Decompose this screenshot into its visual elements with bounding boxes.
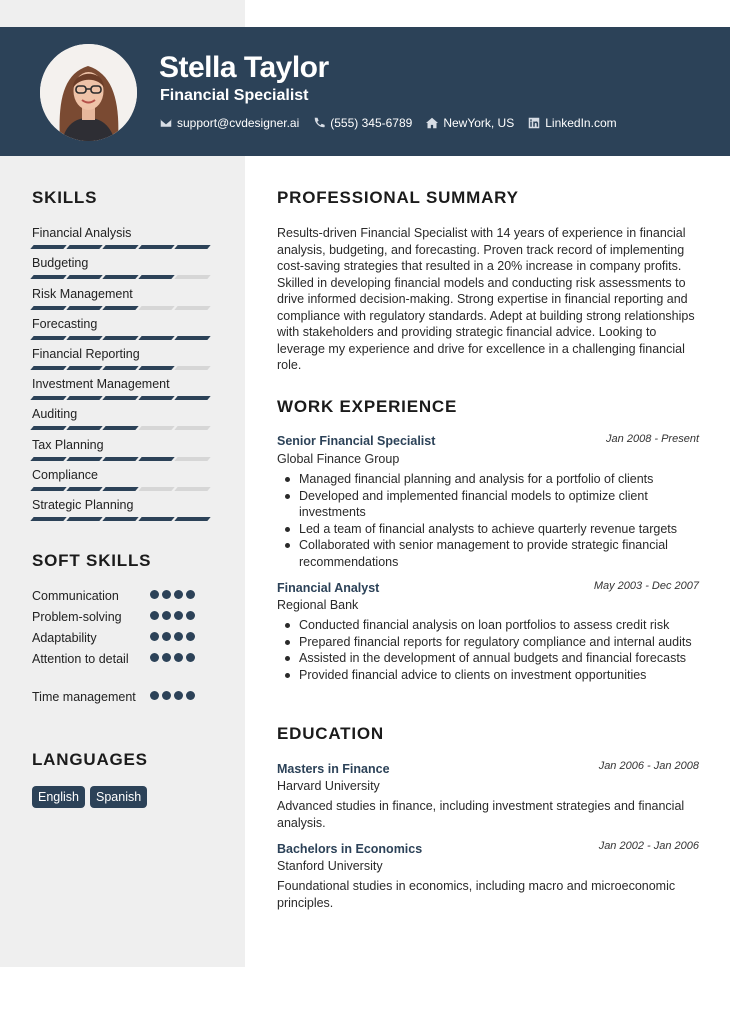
soft-skill-rating xyxy=(150,691,195,700)
skill-name: Investment Management xyxy=(32,377,170,391)
degree-title: Masters in Finance xyxy=(277,762,390,776)
soft-skill-name: Attention to detail xyxy=(32,652,129,666)
list-item: Developed and implemented financial models to optimize client investments xyxy=(299,488,704,521)
language-badge: English xyxy=(32,786,85,808)
soft-skill-name: Time management xyxy=(32,690,136,704)
list-item: Provided financial advice to clients on investment opportunities xyxy=(299,667,704,684)
contact-linkedin-text: LinkedIn.com xyxy=(545,116,617,130)
contact-location xyxy=(426,116,514,130)
skill-level-bar xyxy=(32,306,217,310)
skill-name: Forecasting xyxy=(32,317,98,331)
skill-level-bar xyxy=(32,275,217,279)
skill-item xyxy=(32,347,217,370)
list-item: Prepared financial reports for regulatory compliance and internal audits xyxy=(299,634,704,651)
skill-level-bar xyxy=(32,426,217,430)
soft-skill-rating xyxy=(150,653,195,662)
header-banner xyxy=(0,27,730,156)
skill-level-bar xyxy=(32,457,217,461)
school-name: Stanford University xyxy=(277,859,383,873)
list-item: Collaborated with senior management to provide strategic financial recommendations xyxy=(299,537,704,570)
summary-text: Results-driven Financial Specialist with 14 years of experience in financial analysis, budgeting, and forecasting. Proven track record of implementing cost-saving strategies that resulted in a 20% increase in company profits. Skilled in developing financial models and conducting risk assessments to drive informed decision-making. Strong expertise in financial reporting and compliance with regulatory standards. Adept at building strong relationships with stakeholders and providing strategic financial advice. Looking to leverage my experience and drive for excellence in a challenging financial role. xyxy=(277,226,695,372)
degree-dates: Jan 2006 - Jan 2008 xyxy=(598,760,699,772)
skill-level-bar xyxy=(32,517,217,521)
list-item: Managed financial planning and analysis for a portfolio of clients xyxy=(299,471,704,488)
skill-level-bar xyxy=(32,396,217,400)
list-item: Led a team of financial analysts to achieve quarterly revenue targets xyxy=(299,521,704,538)
degree-title: Bachelors in Economics xyxy=(277,842,423,856)
contact-location-text: NewYork, US xyxy=(443,116,515,130)
degree-description: Advanced studies in finance, including investment strategies and financial analysis. xyxy=(277,799,685,830)
skill-item xyxy=(32,468,217,491)
home-icon xyxy=(426,117,438,129)
job-bullets xyxy=(299,471,704,570)
skill-name: Financial Analysis xyxy=(32,226,132,240)
skill-level-bar xyxy=(32,487,217,491)
avatar xyxy=(40,44,137,141)
candidate-name: Stella Taylor xyxy=(159,51,329,84)
list-item: Conducted financial analysis on loan portfolios to assess credit risk xyxy=(299,617,704,634)
skill-name: Risk Management xyxy=(32,287,133,301)
job-bullets xyxy=(299,617,704,683)
skill-level-bar xyxy=(32,245,217,249)
soft-skill-name: Problem-solving xyxy=(32,610,122,624)
contact-phone[interactable] xyxy=(313,116,412,130)
skill-item xyxy=(32,407,217,430)
linkedin-icon xyxy=(528,117,540,129)
job-company: Global Finance Group xyxy=(277,452,400,466)
skills-heading: SKILLS xyxy=(32,188,98,207)
language-list xyxy=(32,786,147,808)
profile-photo xyxy=(40,44,137,141)
language-badge: Spanish xyxy=(90,786,147,808)
contact-email-text: support@cvdesigner.ai xyxy=(177,116,300,130)
job-dates: May 2003 - Dec 2007 xyxy=(593,580,699,592)
soft-skill-rating xyxy=(150,632,195,641)
contact-linkedin[interactable] xyxy=(528,116,616,130)
job-dates: Jan 2008 - Present xyxy=(606,433,699,445)
skill-item xyxy=(32,438,217,461)
skill-item xyxy=(32,256,217,279)
job-company: Regional Bank xyxy=(277,598,359,612)
skill-item xyxy=(32,498,217,521)
skill-name: Auditing xyxy=(32,407,78,421)
phone-icon xyxy=(313,117,325,129)
soft-skill-rating xyxy=(150,611,195,620)
soft-skills-heading: SOFT SKILLS xyxy=(32,551,152,570)
languages-heading: LANGUAGES xyxy=(32,750,148,769)
job-title: Financial Analyst xyxy=(277,581,380,595)
skill-item xyxy=(32,317,217,340)
soft-skill-name: Communication xyxy=(32,589,119,603)
degree-description: Foundational studies in economics, including macro and microeconomic principles. xyxy=(277,879,676,910)
skill-item xyxy=(32,226,217,249)
degree-dates: Jan 2002 - Jan 2006 xyxy=(598,840,699,852)
skill-name: Budgeting xyxy=(32,256,89,270)
job-title: Senior Financial Specialist xyxy=(277,434,436,448)
skill-level-bar xyxy=(32,366,217,370)
skill-level-bar xyxy=(32,336,217,340)
skill-name: Tax Planning xyxy=(32,438,104,452)
skill-name: Strategic Planning xyxy=(32,498,134,512)
contact-email[interactable] xyxy=(160,116,299,130)
experience-heading: WORK EXPERIENCE xyxy=(277,397,458,416)
soft-skill-name: Adaptability xyxy=(32,631,97,645)
candidate-role: Financial Specialist xyxy=(160,87,309,104)
soft-skill-rating xyxy=(150,590,195,599)
skill-item xyxy=(32,377,217,400)
school-name: Harvard University xyxy=(277,779,380,793)
list-item: Assisted in the development of annual budgets and financial forecasts xyxy=(299,650,704,667)
skill-name: Compliance xyxy=(32,468,99,482)
envelope-icon xyxy=(160,117,172,129)
summary-heading: PROFESSIONAL SUMMARY xyxy=(277,188,519,207)
contact-list xyxy=(160,116,617,130)
skill-name: Financial Reporting xyxy=(32,347,140,361)
education-heading: EDUCATION xyxy=(277,724,384,743)
skill-item xyxy=(32,287,217,310)
contact-phone-text: (555) 345-6789 xyxy=(330,116,413,130)
